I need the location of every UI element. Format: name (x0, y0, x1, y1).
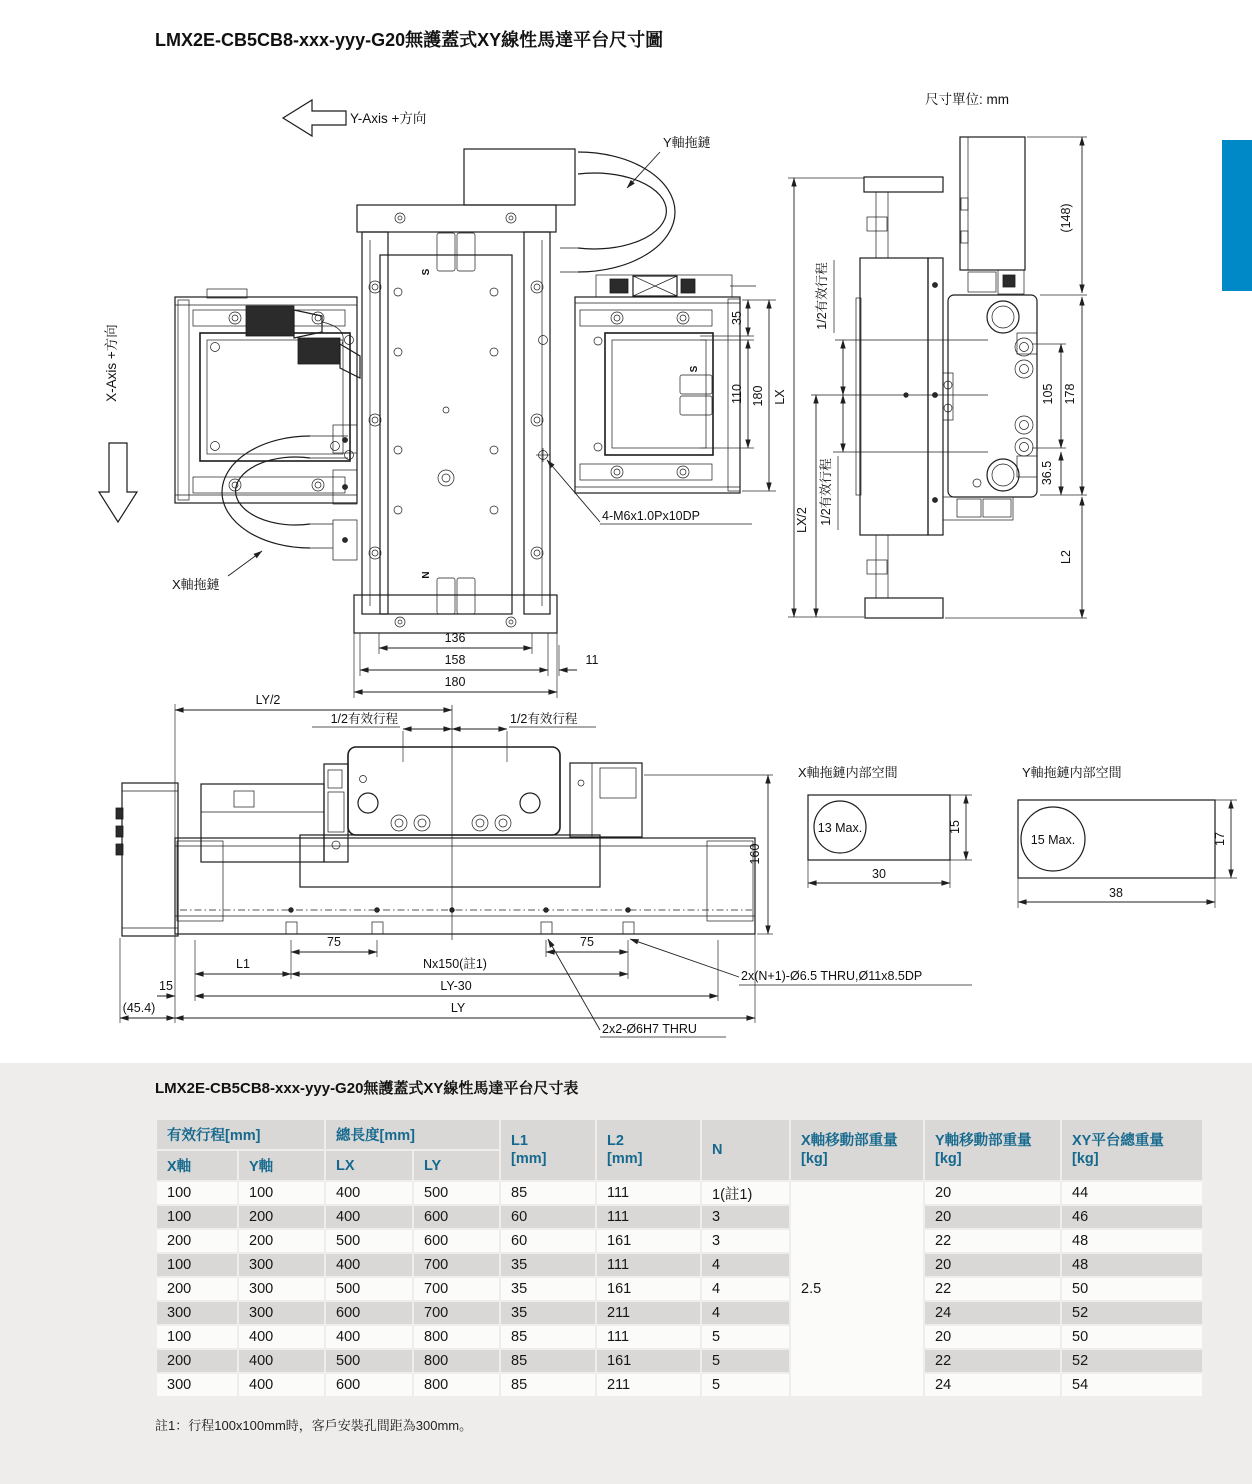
svg-text:110: 110 (730, 384, 744, 404)
table-row: 100 100 400 500 85 111 1(註1) 2.5 20 44 (157, 1182, 1202, 1204)
svg-text:L2: L2 (1059, 550, 1073, 564)
svg-text:17: 17 (1213, 832, 1227, 846)
svg-text:1/2有效行程: 1/2有效行程 (510, 712, 578, 726)
svg-text:136: 136 (444, 631, 466, 645)
table-footnote: 註1：行程100x100mm時，客戶安裝孔間距為300mm。 (155, 1418, 473, 1433)
svg-text:35: 35 (730, 311, 744, 325)
bearing-icons-right-rail (611, 312, 689, 478)
bearing-icons-tower (369, 281, 543, 559)
x-cable-chain (222, 436, 348, 548)
y-cable-chain (464, 149, 675, 272)
table-row: 200 400 500 800 85 161 5 22 52 (157, 1350, 1202, 1372)
svg-text:15: 15 (159, 979, 173, 993)
svg-text:180: 180 (444, 675, 466, 689)
svg-text:11: 11 (585, 653, 599, 667)
header-n: N (702, 1120, 789, 1180)
table-row: 300 400 600 800 85 211 5 24 54 (157, 1374, 1202, 1396)
svg-text:1/2有效行程: 1/2有效行程 (819, 458, 833, 526)
svg-text:180: 180 (751, 385, 765, 407)
svg-text:Nx150(註1): Nx150(註1) (423, 957, 487, 971)
x-moving-weight-cell: 2.5 (791, 1182, 923, 1396)
spec-table (155, 1118, 1204, 1398)
svg-text:LY/2: LY/2 (255, 693, 281, 707)
m6-tapped-holes (345, 336, 551, 463)
header-lx: LX (326, 1151, 412, 1180)
svg-text:Y軸拖鏈内部空間: Y軸拖鏈内部空間 (1022, 765, 1122, 780)
y-axis-label: Y-Axis +方向 (350, 111, 427, 126)
spec-table-section (0, 1063, 1252, 1484)
screw-icons-side-carriage (1015, 338, 1033, 456)
counterbore-callout: 2x(N+1)-Ø6.5 THRU,Ø11x8.5DP (741, 969, 923, 983)
magnet-s-mark-right: S (689, 365, 700, 373)
magnet-n-mark: N (421, 571, 432, 579)
header-l1: L1 [mm] (501, 1120, 595, 1180)
table-row: 100 400 400 800 85 111 5 20 50 (157, 1326, 1202, 1348)
x-axis-label: X-Axis +方向 (104, 324, 119, 402)
header-x-axis: X軸 (157, 1151, 237, 1180)
svg-text:75: 75 (580, 935, 594, 949)
svg-text:38: 38 (1109, 886, 1123, 900)
svg-text:LX/2: LX/2 (795, 507, 809, 533)
header-ly: LY (414, 1151, 499, 1180)
svg-text:LX: LX (773, 389, 787, 405)
page-edge-tab (1222, 140, 1252, 291)
dowel-callout: 2x2-Ø6H7 THRU (602, 1022, 697, 1036)
svg-text:105: 105 (1041, 383, 1055, 405)
table-row: 100 300 400 700 35 111 4 20 48 (157, 1254, 1202, 1276)
svg-text:LY-30: LY-30 (440, 979, 472, 993)
svg-text:15 Max.: 15 Max. (1030, 833, 1076, 847)
dsub-connector-icon (246, 306, 294, 336)
header-x-weight: X軸移動部重量 [kg] (791, 1120, 923, 1180)
svg-text:(45.4): (45.4) (122, 1001, 156, 1015)
svg-text:13 Max.: 13 Max. (817, 821, 863, 835)
svg-text:36.5: 36.5 (1040, 460, 1054, 486)
side-view (811, 137, 1037, 618)
header-y-axis: Y軸 (239, 1151, 324, 1180)
svg-text:(148): (148) (1059, 203, 1073, 233)
unit-label: 尺寸單位: mm (925, 92, 1009, 107)
magnet-s-mark: S (421, 268, 432, 276)
svg-text:1/2有效行程: 1/2有效行程 (330, 712, 398, 726)
screw-holes-tower-plate (394, 288, 498, 514)
table-title: LMX2E-CB5CB8-xxx-yyy-G20無護蓋式XY線性馬達平台尺寸表 (155, 1080, 579, 1097)
svg-text:L1: L1 (236, 957, 250, 971)
x-chain-callout: X軸拖鏈 (172, 577, 220, 592)
plan-view (175, 149, 756, 633)
header-length-group: 總長度[mm] (326, 1120, 499, 1149)
x-axis-arrow-icon (99, 443, 137, 522)
svg-text:15: 15 (948, 820, 962, 834)
svg-text:158: 158 (444, 653, 466, 667)
side-view-dimensions (795, 137, 1087, 618)
m6-callout: 4-M6x1.0Px10DP (602, 509, 700, 523)
svg-text:X軸拖鏈内部空間: X軸拖鏈内部空間 (798, 765, 898, 780)
table-row: 100 200 400 600 60 111 3 20 46 (157, 1206, 1202, 1228)
table-row: 200 200 500 600 60 161 3 22 48 (157, 1230, 1202, 1252)
svg-text:178: 178 (1063, 383, 1077, 405)
svg-text:30: 30 (872, 867, 886, 881)
front-view-dimensions (120, 693, 972, 1037)
y-chain-callout: Y軸拖鏈 (663, 135, 711, 150)
table-row: 200 300 500 700 35 161 4 22 50 (157, 1278, 1202, 1300)
x-chain-space-diagram (798, 765, 972, 888)
svg-text:LY: LY (450, 1001, 466, 1015)
y-axis-arrow-icon (283, 100, 346, 136)
svg-text:160: 160 (748, 843, 762, 865)
svg-text:75: 75 (327, 935, 341, 949)
table-screw-icons (391, 815, 511, 831)
page-title: LMX2E-CB5CB8-xxx-yyy-G20無護蓋式XY線性馬達平台尺寸圖 (155, 30, 664, 50)
plan-view-dimensions (354, 178, 864, 698)
header-xy-weight: XY平台總重量 [kg] (1062, 1120, 1202, 1180)
header-y-weight: Y軸移動部重量 [kg] (925, 1120, 1060, 1180)
table-row: 300 300 600 700 35 211 4 24 52 (157, 1302, 1202, 1324)
header-stroke-group: 有效行程[mm] (157, 1120, 324, 1149)
y-chain-space-diagram (1018, 765, 1237, 908)
svg-text:1/2有效行程: 1/2有效行程 (815, 262, 829, 330)
header-l2: L2 [mm] (597, 1120, 700, 1180)
